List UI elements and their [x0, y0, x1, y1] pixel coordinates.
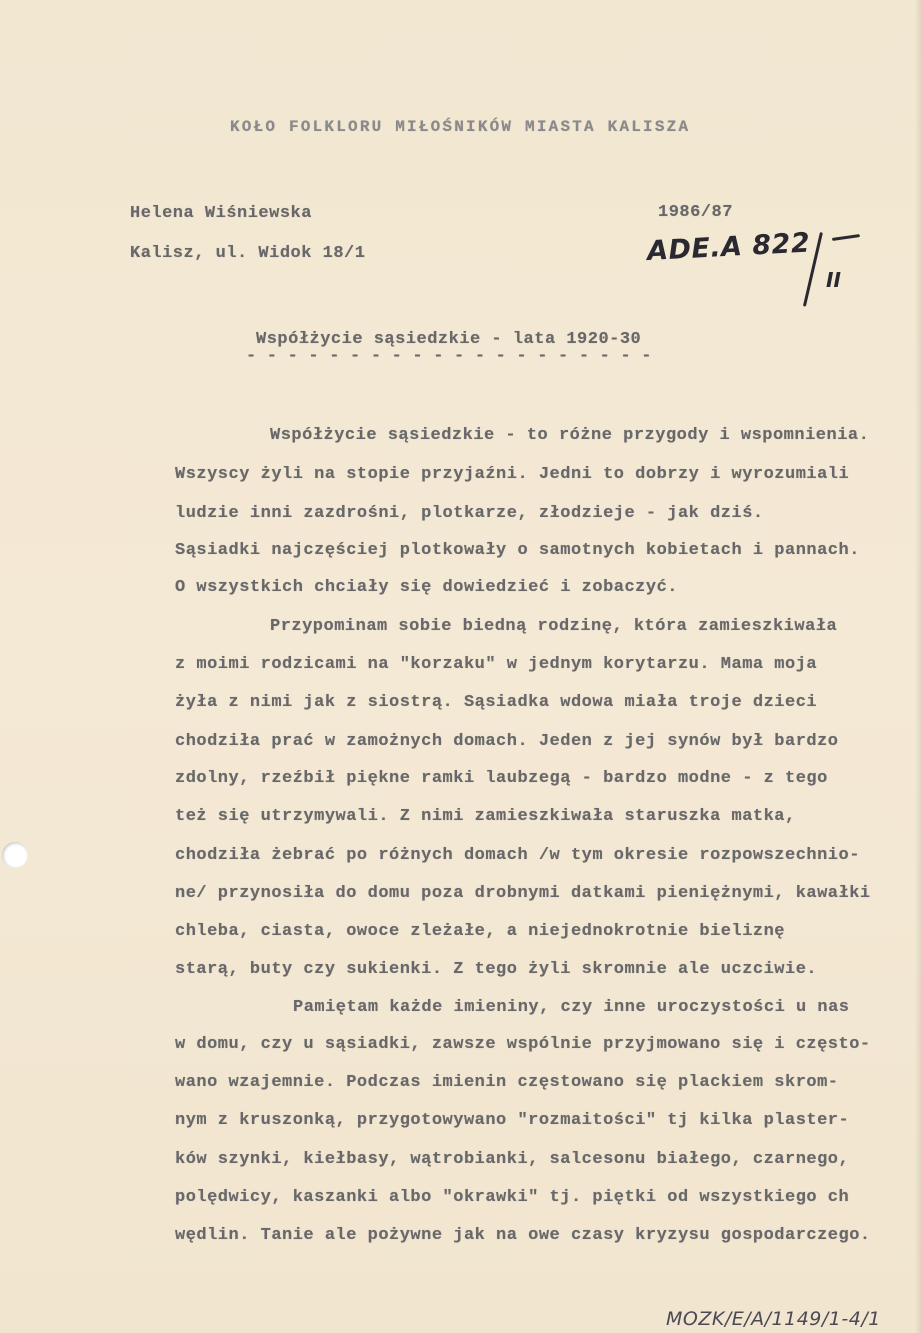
- body-line: Wszyscy żyli na stopie przyjaźni. Jedni to dobrzy i wyrozumiali: [175, 465, 850, 484]
- body-line: żyła z nimi jak z siostrą. Sąsiadka wdowa miała troje dzieci: [175, 693, 818, 712]
- body-line: Pamiętam każde imieniny, czy inne uroczystości u nas: [293, 998, 850, 1017]
- punch-hole: [2, 842, 28, 868]
- body-line: chodziła żebrać po różnych domach /w tym okresie rozpowszechnio-: [175, 846, 860, 865]
- body-line: ludzie inni zazdrośni, plotkarze, złodzieje - jak dziś.: [175, 504, 764, 523]
- author-address: Kalisz, ul. Widok 18/1: [130, 244, 366, 263]
- author-name: Helena Wiśniewska: [130, 204, 312, 223]
- body-line: wano wzajemnie. Podczas imienin częstowano się plackiem skrom-: [175, 1073, 839, 1092]
- body-line: wędlin. Tanie ale pożywne jak na owe czasy kryzysu gospodarczego.: [175, 1226, 871, 1245]
- body-line: zdolny, rzeźbił piękne ramki laubzegą - bardzo modne - z tego: [175, 769, 828, 788]
- body-line: też się utrzymywali. Z nimi zamieszkiwała staruszka matka,: [175, 807, 796, 826]
- archive-overline-mark: [832, 234, 860, 241]
- body-line: Współżycie sąsiedzkie - to różne przygody i wspomnienia.: [270, 426, 870, 445]
- body-line: Przypominam sobie biedną rodzinę, która zamieszkiwała: [270, 617, 838, 636]
- page-edge-shadow: [915, 0, 921, 1333]
- body-line: z moimi rodzicami na "korzaku" w jednym korytarzu. Mama moja: [175, 655, 818, 674]
- body-line: chodziła prać w zamożnych domach. Jeden z jej synów był bardzo: [175, 732, 839, 751]
- header-title: KOŁO FOLKLORU MIŁOŚNIKÓW MIASTA KALISZA: [230, 118, 691, 136]
- document-title: Współżycie sąsiedzkie - lata 1920-30: [256, 330, 642, 349]
- body-line: polędwicy, kaszanki albo "okrawki" tj. piętki od wszystkiego ch: [175, 1188, 850, 1207]
- archive-code-handwritten: ADE.A 822: [646, 227, 811, 267]
- body-line: ków szynki, kiełbasy, wątrobianki, salcesonu białego, czarnego,: [175, 1150, 850, 1169]
- archive-reference-handwritten: MOZK/E/A/1149/1-4/1: [666, 1308, 881, 1330]
- body-line: w domu, czy u sąsiadki, zawsze wspólnie przyjmowano się i często-: [175, 1035, 871, 1054]
- document-year: 1986/87: [658, 203, 733, 222]
- body-line: Sąsiadki najczęściej plotkowały o samotnych kobietach i pannach.: [175, 541, 860, 560]
- body-line: chleba, ciasta, owoce zleżałe, a niejednokrotnie bieliznę: [175, 922, 785, 941]
- title-underline: - - - - - - - - - - - - - - - - - - - -: [246, 347, 652, 366]
- body-line: starą, buty czy sukienki. Z tego żyli skromnie ale uczciwie.: [175, 960, 818, 979]
- body-line: nym z kruszonką, przygotowywano "rozmaitości" tj kilka plaster-: [175, 1111, 850, 1130]
- archive-fraction: II: [826, 268, 841, 292]
- body-line: ne/ przynosiła do domu poza drobnymi datkami pieniężnymi, kawałki: [175, 884, 871, 903]
- body-line: O wszystkich chciały się dowiedzieć i zobaczyć.: [175, 578, 678, 597]
